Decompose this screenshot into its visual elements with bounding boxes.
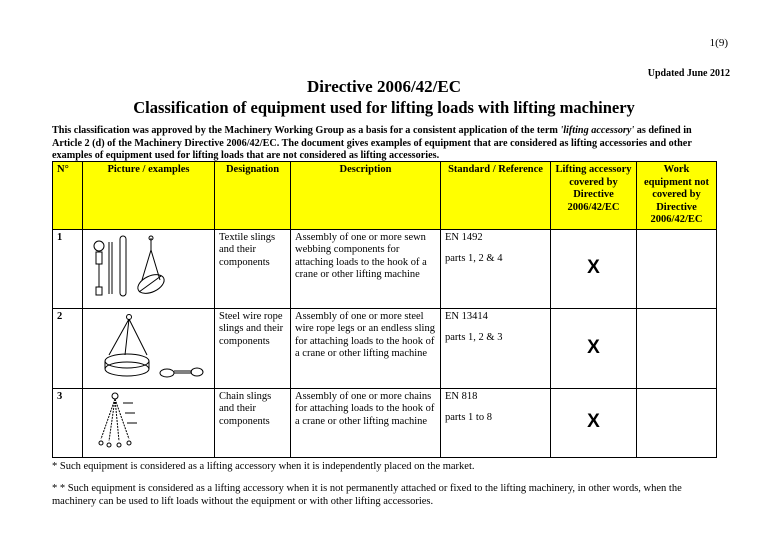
row-number: 3	[53, 388, 83, 457]
description-cell: Assembly of one or more sewn webbing components for attaching loads to the hook of a crane or other lifting machine	[291, 229, 441, 308]
standard-reference: EN 1492	[445, 231, 483, 243]
wire-rope-sling-icon	[83, 308, 215, 388]
header-picture: Picture / examples	[83, 162, 215, 230]
header-no: N°	[53, 162, 83, 230]
standard-parts: parts 1, 2 & 4	[445, 253, 503, 264]
work-equipment-cell	[637, 308, 717, 388]
header-work-equipment: Work equipment not covered by Directive 2006/42/EC	[637, 162, 717, 230]
lifting-accessory-mark: X	[551, 229, 637, 308]
textile-sling-icon	[83, 229, 215, 308]
intro-term: 'lifting accessory'	[560, 125, 635, 136]
footnote-double: * * Such equipment is considered as a lifting accessory when it is not permanently attached or fixed to the lifting machinery, in other words, when the machinery can be used to lift loads without the equipment or with other lifting accessories.	[52, 483, 682, 507]
work-equipment-cell	[637, 388, 717, 457]
standard-cell	[441, 229, 551, 308]
description-cell: Assembly of one or more chains for attaching loads to the hook of a crane or other lifting machine	[291, 388, 441, 457]
work-equipment-cell	[637, 229, 717, 308]
header-standard: Standard / Reference	[441, 162, 551, 230]
standard-cell	[441, 308, 551, 388]
header-description: Description	[291, 162, 441, 230]
standard-reference: EN 818	[445, 390, 478, 402]
designation-cell: Steel wire rope slings and their components	[215, 308, 291, 388]
standard-parts: parts 1, 2 & 3	[445, 332, 503, 343]
chain-sling-icon	[83, 388, 215, 457]
classification-title: Classification of equipment used for lifting loads with lifting machinery	[133, 98, 635, 117]
directive-title: Directive 2006/42/EC	[306, 77, 462, 96]
lifting-accessory-mark: X	[551, 388, 637, 457]
classification-table	[52, 161, 717, 458]
page-number: 1(9)	[709, 37, 728, 49]
intro-part2: as defined in Article 2 (d) of the Machinery Directive 2006/42/EC. The document gives examples of equipment that are considered as lifting accessories and other examples of equipment used for lifting loads that are not considered as lifting accessories.	[52, 125, 692, 161]
standard-reference: EN 13414	[445, 310, 488, 322]
intro-paragraph	[52, 125, 716, 163]
table-row	[53, 388, 717, 457]
description-cell: Assembly of one or more steel wire rope legs or an endless sling for attaching loads to the hook of a crane or other lifting machine	[291, 308, 441, 388]
intro-part1: This classification was approved by the Machinery Working Group as a basis for a consistent application of the term	[52, 125, 561, 136]
table-header-row	[53, 162, 717, 230]
header-lifting-accessory: Lifting accessory covered by Directive 2006/42/EC	[551, 162, 637, 230]
header-designation: Designation	[215, 162, 291, 230]
lifting-accessory-mark: X	[551, 308, 637, 388]
updated-date: Updated June 2012	[647, 68, 730, 79]
designation-cell: Textile slings and their components	[215, 229, 291, 308]
standard-parts: parts 1 to 8	[445, 412, 492, 423]
designation-cell: Chain slings and their components	[215, 388, 291, 457]
footnote-single: * Such equipment is considered as a lifting accessory when it is independently placed on the market.	[52, 461, 475, 472]
row-number: 2	[53, 308, 83, 388]
standard-cell	[441, 388, 551, 457]
row-number: 1	[53, 229, 83, 308]
table-row	[53, 308, 717, 388]
table-row	[53, 229, 717, 308]
